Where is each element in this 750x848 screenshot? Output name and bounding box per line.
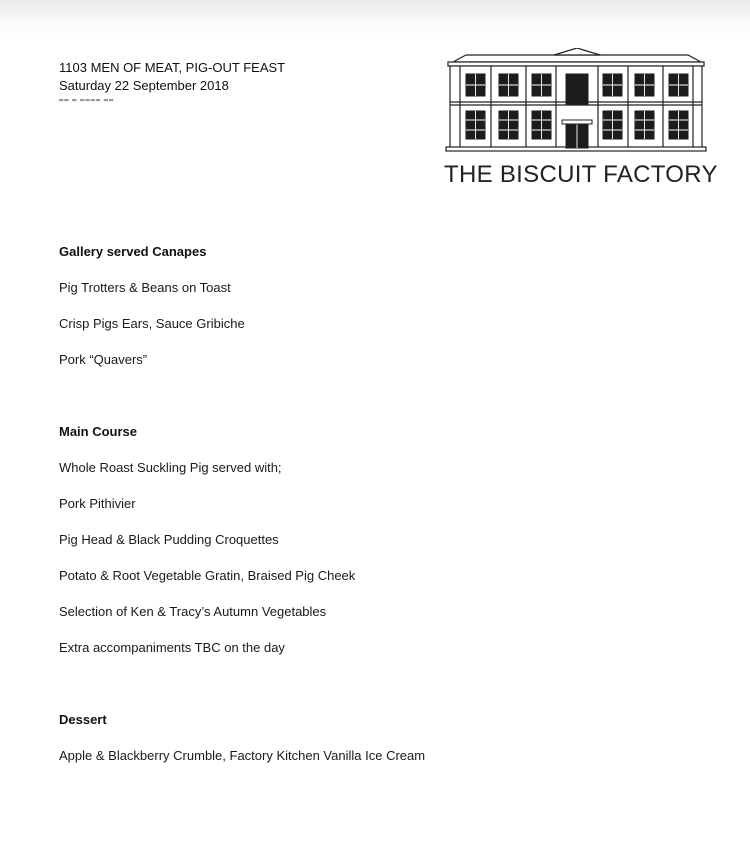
section-title-dessert: Dessert <box>59 712 107 727</box>
menu-item: Pork Pithivier <box>59 496 136 511</box>
section-title-main-course: Main Course <box>59 424 138 439</box>
event-title: 1103 MEN OF MEAT, PIG-OUT FEAST <box>59 60 286 75</box>
menu-item: Crisp Pigs Ears, Sauce Gribiche <box>59 316 245 331</box>
section-title-canapes: Gallery served Canapes <box>59 244 207 259</box>
event-header <box>59 59 285 95</box>
event-date: Saturday 22 September 2018 <box>59 78 229 93</box>
menu-item: Apple & Blackberry Crumble, Factory Kitchen Vanilla Ice Cream <box>59 748 426 763</box>
menu-item: Potato & Root Vegetable Gratin, Braised Pig Cheek <box>59 568 356 583</box>
cropped-text-line: ▀▀ ▀ ▀▀▀▀ ▀▀ <box>59 99 115 104</box>
menu-item: Extra accompaniments TBC on the day <box>59 640 285 655</box>
building-illustration-icon <box>444 48 708 152</box>
menu-item: Pork “Quavers” <box>59 352 148 367</box>
menu-item: Pig Head & Black Pudding Croquettes <box>59 532 279 547</box>
menu-item: Whole Roast Suckling Pig served with; <box>59 460 282 475</box>
logo-wordmark: THE BISCUIT FACTORY <box>444 161 718 188</box>
menu-item: Pig Trotters & Beans on Toast <box>59 280 231 295</box>
biscuit-factory-logo <box>444 48 718 190</box>
menu-item: Selection of Ken & Tracy’s Autumn Vegetables <box>59 604 327 619</box>
